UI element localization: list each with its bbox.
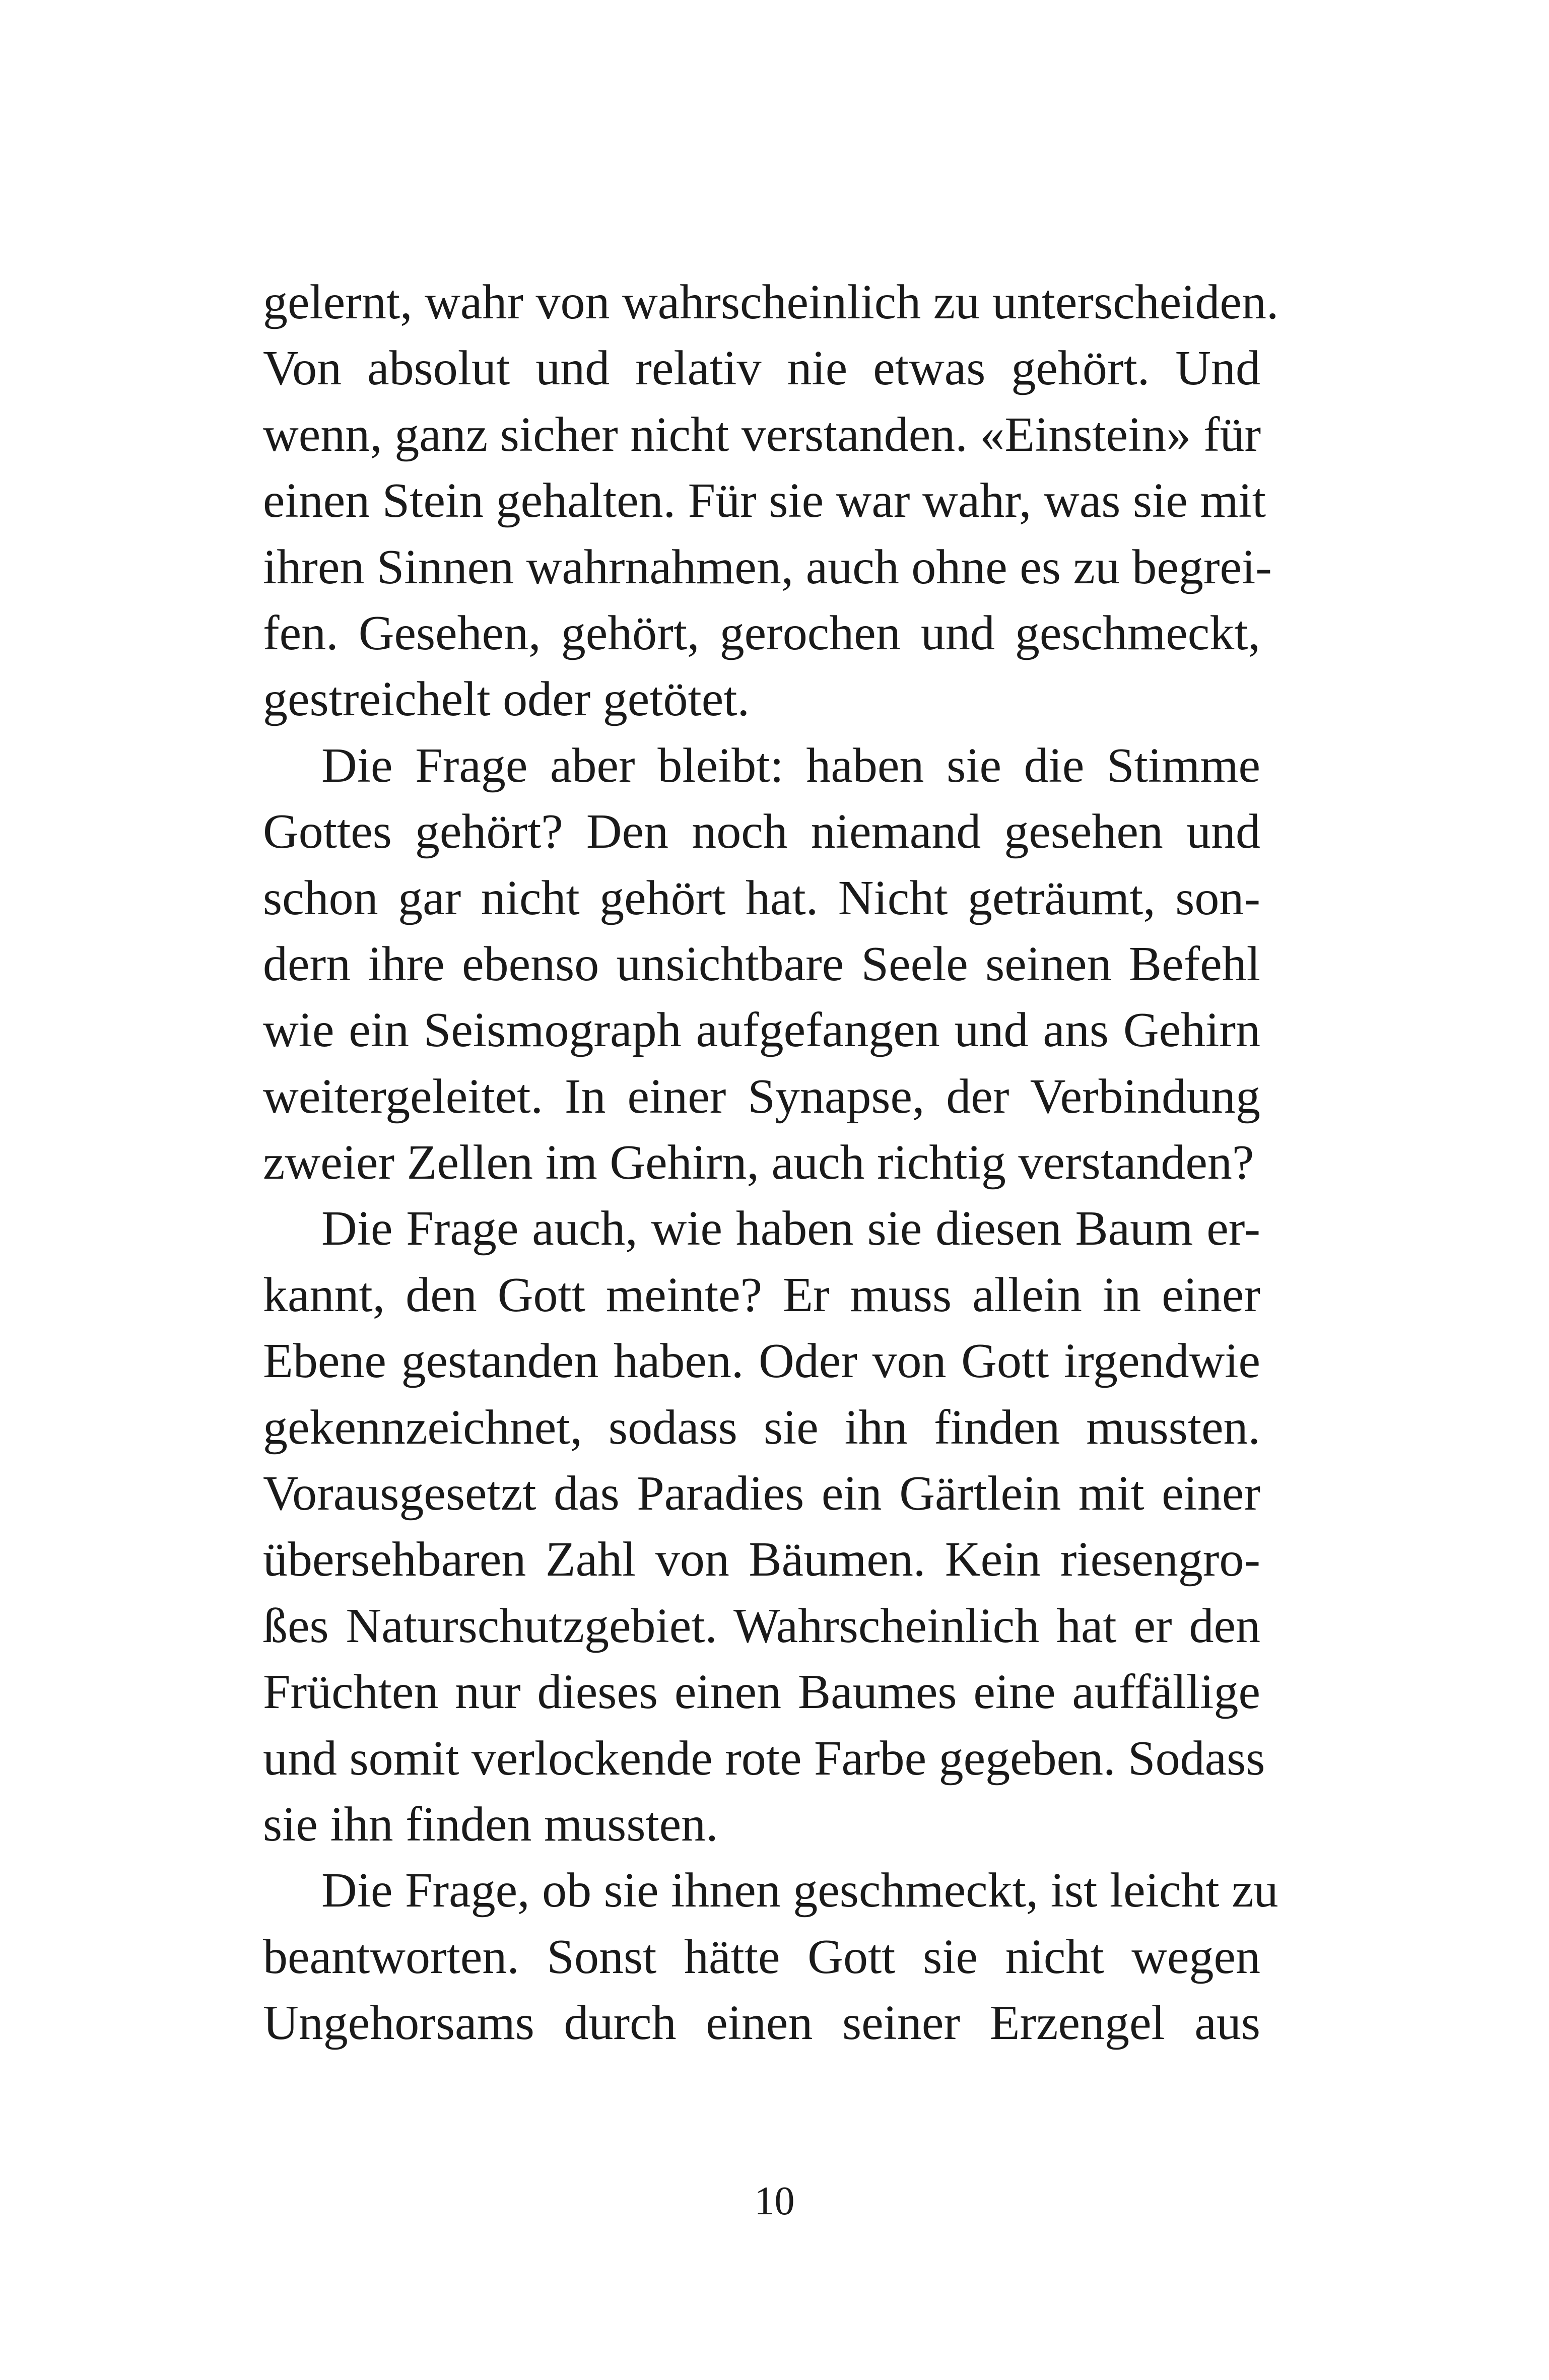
text-line: Von absolut und relativ nie etwas gehört. Und bbox=[263, 341, 1260, 396]
text-line: wenn, ganz sicher nicht verstanden. «Einstein» für bbox=[263, 407, 1261, 462]
paragraph-3 bbox=[263, 1196, 1265, 1858]
text-line: schon gar nicht gehört hat. Nicht geträumt, son- bbox=[263, 870, 1260, 925]
text-line: dern ihre ebenso unsichtbare Seele seinen Befehl bbox=[263, 936, 1260, 991]
text-line: Früchten nur dieses einen Baumes eine auffällige bbox=[263, 1665, 1260, 1720]
text-line: übersehbaren Zahl von Bäumen. Kein riesengro- bbox=[263, 1532, 1260, 1587]
text-line: sie ihn finden mussten. bbox=[263, 1797, 718, 1852]
text-line: fen. Gesehen, gehört, gerochen und geschmeckt, bbox=[263, 605, 1260, 660]
text-line: und somit verlockende rote Farbe gegeben. Sodass bbox=[263, 1731, 1265, 1786]
text-line: Die Frage aber bleibt: haben sie die Stimme bbox=[321, 738, 1260, 793]
text-line: Vorausgesetzt das Paradies ein Gärtlein mit einer bbox=[263, 1466, 1260, 1521]
text-line: gekennzeichnet, sodass sie ihn finden mussten. bbox=[263, 1400, 1260, 1455]
text-line: gestreichelt oder getötet. bbox=[263, 672, 750, 727]
text-line: Die Frage auch, wie haben sie diesen Baum er- bbox=[321, 1201, 1260, 1256]
text-line: Die Frage, ob sie ihnen geschmeckt, ist leicht zu bbox=[321, 1863, 1278, 1918]
text-line: weitergeleitet. In einer Synapse, der Verbindung bbox=[263, 1069, 1260, 1124]
text-line: kannt, den Gott meinte? Er muss allein in einer bbox=[263, 1267, 1260, 1322]
text-line: wie ein Seismograph aufgefangen und ans Gehirn bbox=[263, 1003, 1260, 1058]
text-line: Ungehorsams durch einen seiner Erzengel aus bbox=[263, 1996, 1260, 2051]
paragraph-1 bbox=[263, 269, 1279, 733]
text-line: beantworten. Sonst hätte Gott sie nicht wegen bbox=[263, 1929, 1260, 1984]
text-line: Gottes gehört? Den noch niemand gesehen und bbox=[263, 804, 1260, 859]
text-line: Ebene gestanden haben. Oder von Gott irgendwie bbox=[263, 1334, 1260, 1389]
text-line: einen Stein gehalten. Für sie war wahr, was sie mit bbox=[263, 473, 1266, 528]
paragraph-2 bbox=[263, 733, 1260, 1196]
body-text bbox=[263, 269, 1279, 2057]
text-line: ßes Naturschutzgebiet. Wahrscheinlich hat er den bbox=[263, 1598, 1260, 1653]
text-line: zweier Zellen im Gehirn, auch richtig verstanden? bbox=[263, 1135, 1254, 1190]
text-line: gelernt, wahr von wahrscheinlich zu unterscheiden. bbox=[263, 275, 1279, 329]
paragraph-4 bbox=[263, 1858, 1278, 2056]
page-number: 10 bbox=[754, 2179, 795, 2223]
text-line: ihren Sinnen wahrnahmen, auch ohne es zu begrei- bbox=[263, 539, 1272, 594]
